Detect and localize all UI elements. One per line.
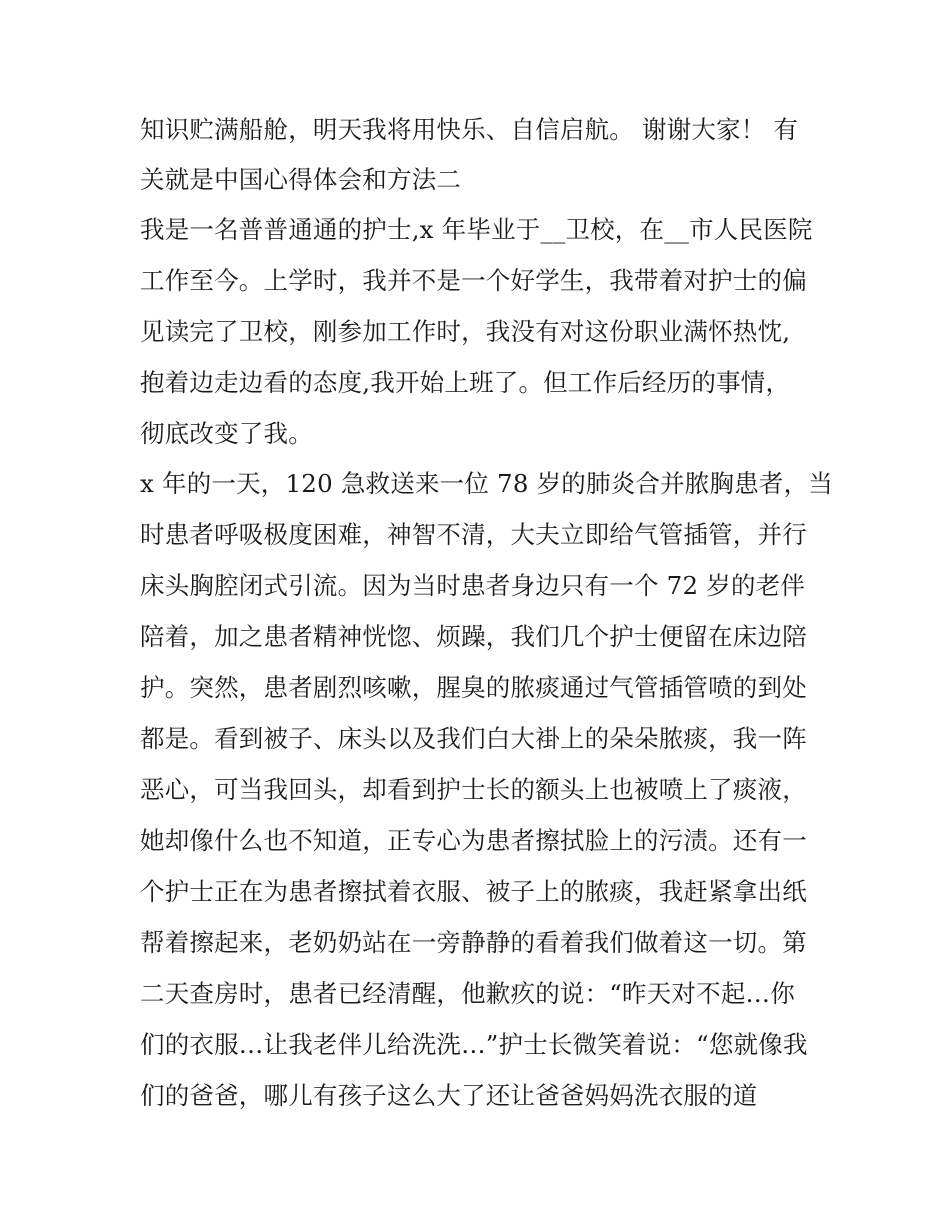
text-line: 个护士正在为患者擦拭着衣服、被子上的脓痰，我赶紧拿出纸 [140,877,807,906]
text-line: 她却像什么也不知道，正专心为患者擦拭脸上的污渍。还有一 [140,826,807,855]
text-line: 都是。看到被子、床头以及我们白大褂上的朵朵脓痰，我一阵 [140,724,807,753]
text-line: 陪着，加之患者精神恍惚、烦躁，我们几个护士便留在床边陪 [140,622,807,651]
text-line: 护。突然，患者剧烈咳嗽，腥臭的脓痰通过气管插管喷的到处 [140,673,807,702]
text-line: 帮着擦起来，老奶奶站在一旁静静的看着我们做着这一切。第 [140,928,807,957]
text-line: 抱着边走边看的态度,我开始上班了。但工作后经历的事情， [140,368,791,397]
text-line: 们的爸爸，哪儿有孩子这么大了还让爸爸妈妈洗衣服的道 [140,1081,758,1110]
text-line: 我是一名普普通通的护士,x 年毕业于__卫校，在__市人民医院 [140,215,813,244]
text-line: 二天查房时，患者已经清醒，他歉疚的说：“昨天对不起…你 [140,979,795,1008]
text-line: x 年的一天，120 急救送来一位 78 岁的肺炎合并脓胸患者，当 [140,469,834,498]
text-line: 关就是中国心得体会和方法二 [140,165,462,194]
text-line: 们的衣服…让我老伴儿给洗洗…”护士长微笑着说：“您就像我 [140,1030,808,1059]
text-line: 工作至今。上学时，我并不是一个好学生，我带着对护士的偏 [140,266,807,295]
text-line: 见读完了卫校，刚参加工作时，我没有对这份职业满怀热忱, [140,317,791,346]
text-line: 恶心，可当我回头，却看到护士长的额头上也被喷上了痰液， [140,775,807,804]
text-line: 彻底改变了我。 [140,419,313,448]
text-line: 床头胸腔闭式引流。因为当时患者身边只有一个 72 岁的老伴 [140,571,806,600]
text-line: 知识贮满船舱，明天我将用快乐、自信启航。 谢谢大家！ 有 [140,115,799,144]
text-line: 时患者呼吸极度困难，神智不清，大夫立即给气管插管，并行 [140,520,807,549]
